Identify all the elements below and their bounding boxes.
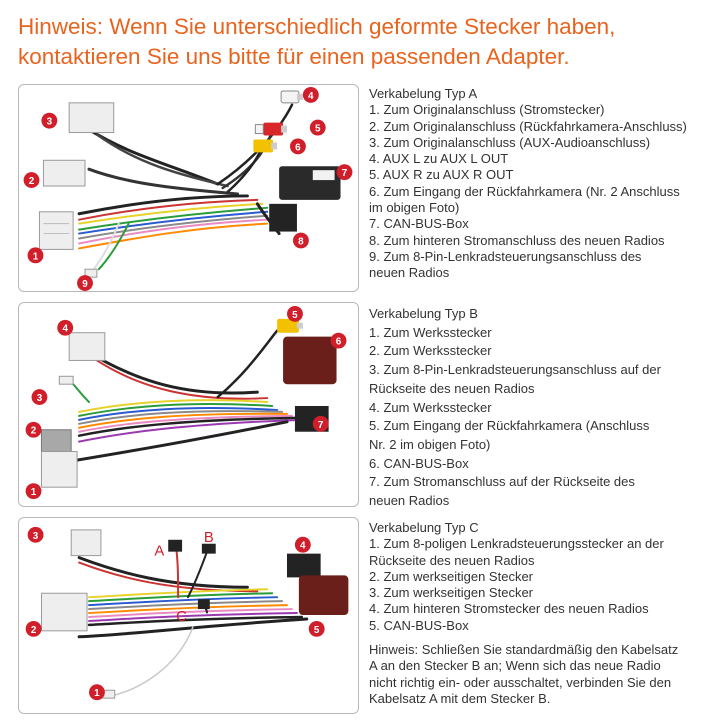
type-b-line: 7. Zum Stromanschluss auf der Rückseite des <box>369 474 635 490</box>
headline-line-1: Hinweis: Wenn Sie unterschiedlich geformte Stecker haben, <box>18 14 616 39</box>
type-b-line: Rückseite des neuen Radios <box>369 380 535 396</box>
type-b-title: Verkabelung Typ B <box>369 306 478 321</box>
svg-text:8: 8 <box>298 236 304 248</box>
type-c-line: 3. Zum werkseitigen Stecker <box>369 585 534 601</box>
type-b-line: 2. Zum Werksstecker <box>369 343 492 359</box>
type-c-note: Hinweis: Schließen Sie standardmäßig den Kabelsatz <box>369 642 679 658</box>
type-a-line: 1. Zum Originalanschluss (Stromstecker) <box>369 102 605 118</box>
connector-b-4-white <box>69 333 105 361</box>
svg-text:3: 3 <box>36 393 43 405</box>
type-a-line: 6. Zum Eingang der Rückfahrkamera (Nr. 2 Anschluss <box>369 183 680 199</box>
type-a-line: 4. AUX L zu AUX L OUT <box>369 151 509 167</box>
canbus-box-b <box>283 337 336 385</box>
wire-bundle-b <box>69 331 317 462</box>
headline-line-2: kontaktieren Sie uns bitte für einen passenden Adapter. <box>18 44 570 69</box>
wiring-photo-type-b <box>18 302 359 507</box>
svg-text:5: 5 <box>292 309 298 321</box>
svg-text:1: 1 <box>94 688 100 700</box>
connector-c-c-black <box>198 599 210 609</box>
svg-text:1: 1 <box>30 487 37 499</box>
type-a-line: im obigen Foto) <box>369 200 460 216</box>
connector-c-a-black <box>168 540 182 552</box>
harness-illustration-c <box>19 518 358 713</box>
connector-b-3-white <box>59 376 73 384</box>
label-b: B <box>203 529 214 546</box>
type-a-line: 3. Zum Originalanschluss (AUX-Audioanschluss) <box>369 134 651 150</box>
type-b-line: neuen Radios <box>369 493 450 509</box>
label-a: A <box>154 543 165 560</box>
type-c-note: A an den Stecker B an; Wenn sich das neue Radio <box>369 658 661 674</box>
type-a-line: 9. Zum 8-Pin-Lenkradsteuerungsanschluss des <box>369 248 642 264</box>
svg-text:4: 4 <box>300 540 306 552</box>
connector-2-white <box>43 160 85 186</box>
headline <box>18 12 708 72</box>
type-a-line: 7. CAN-BUS-Box <box>369 216 469 232</box>
wiring-photo-type-a <box>18 84 359 292</box>
svg-text:2: 2 <box>28 176 35 188</box>
svg-text:7: 7 <box>341 168 348 180</box>
type-b-line: 6. CAN-BUS-Box <box>369 455 469 471</box>
type-c-line: Rückseite des neuen Radios <box>369 552 535 568</box>
type-a-line: 8. Zum hinteren Stromanschluss des neuen Radios <box>369 232 665 248</box>
type-b-line: 1. Zum Werksstecker <box>369 324 492 340</box>
connector-3-white <box>69 103 114 133</box>
type-b-line: 5. Zum Eingang der Rückfahrkamera (Anschluss <box>369 418 650 434</box>
type-a-title: Verkabelung Typ A <box>369 86 478 101</box>
type-a-line: 5. AUX R zu AUX R OUT <box>369 167 514 183</box>
type-c-line: 2. Zum werkseitigen Stecker <box>369 568 534 584</box>
svg-text:9: 9 <box>82 279 88 291</box>
type-a-line: 2. Zum Originalanschluss (Rückfahrkamera-Anschluss) <box>369 118 687 134</box>
type-a-line: neuen Radios <box>369 265 450 281</box>
harness-illustration-b <box>19 303 358 506</box>
svg-text:2: 2 <box>30 624 37 636</box>
svg-text:3: 3 <box>46 116 53 128</box>
svg-text:2: 2 <box>30 425 37 437</box>
label-c: C <box>176 608 187 625</box>
connector-1-white <box>39 212 73 250</box>
canbus-box-c <box>299 575 348 615</box>
description-type-a <box>369 86 714 282</box>
type-c-line: 4. Zum hinteren Stromstecker des neuen Radios <box>369 601 649 617</box>
svg-text:7: 7 <box>317 419 324 431</box>
svg-text:1: 1 <box>32 251 39 263</box>
type-c-note: Kabelsatz A mit dem Stecker B. <box>369 690 551 706</box>
connector-c-3-white <box>71 530 101 556</box>
harness-illustration-a <box>19 85 358 291</box>
type-b-line: Nr. 2 im obigen Foto) <box>369 436 491 452</box>
svg-text:6: 6 <box>295 142 301 154</box>
type-b-line: 4. Zum Werksstecker <box>369 399 492 415</box>
connector-c-2-white <box>42 593 88 631</box>
connector-b-2-grey <box>41 430 71 452</box>
type-c-note: nicht richtig ein- oder ausschaltet, verbinden Sie den <box>369 674 672 690</box>
svg-text:5: 5 <box>314 123 321 135</box>
type-b-line: 3. Zum 8-Pin-Lenkradsteuerungsanschluss auf der <box>369 362 661 378</box>
connector-8-black <box>269 204 297 232</box>
svg-text:4: 4 <box>62 323 68 335</box>
description-type-b <box>369 305 714 511</box>
connector-c-4-black <box>287 554 321 578</box>
description-type-c <box>369 520 714 707</box>
connector-b-1-white <box>41 452 77 488</box>
type-c-line: 1. Zum 8-poligen Lenkradsteuerungsstecker an der <box>369 536 664 552</box>
svg-text:5: 5 <box>313 624 320 636</box>
type-c-title: Verkabelung Typ C <box>369 520 479 535</box>
wire-bundle-c <box>79 548 307 696</box>
svg-text:4: 4 <box>308 90 314 102</box>
svg-text:6: 6 <box>335 336 342 348</box>
type-c-line: 5. CAN-BUS-Box <box>369 617 469 633</box>
wiring-photo-type-c <box>18 517 359 714</box>
svg-text:3: 3 <box>32 530 39 542</box>
